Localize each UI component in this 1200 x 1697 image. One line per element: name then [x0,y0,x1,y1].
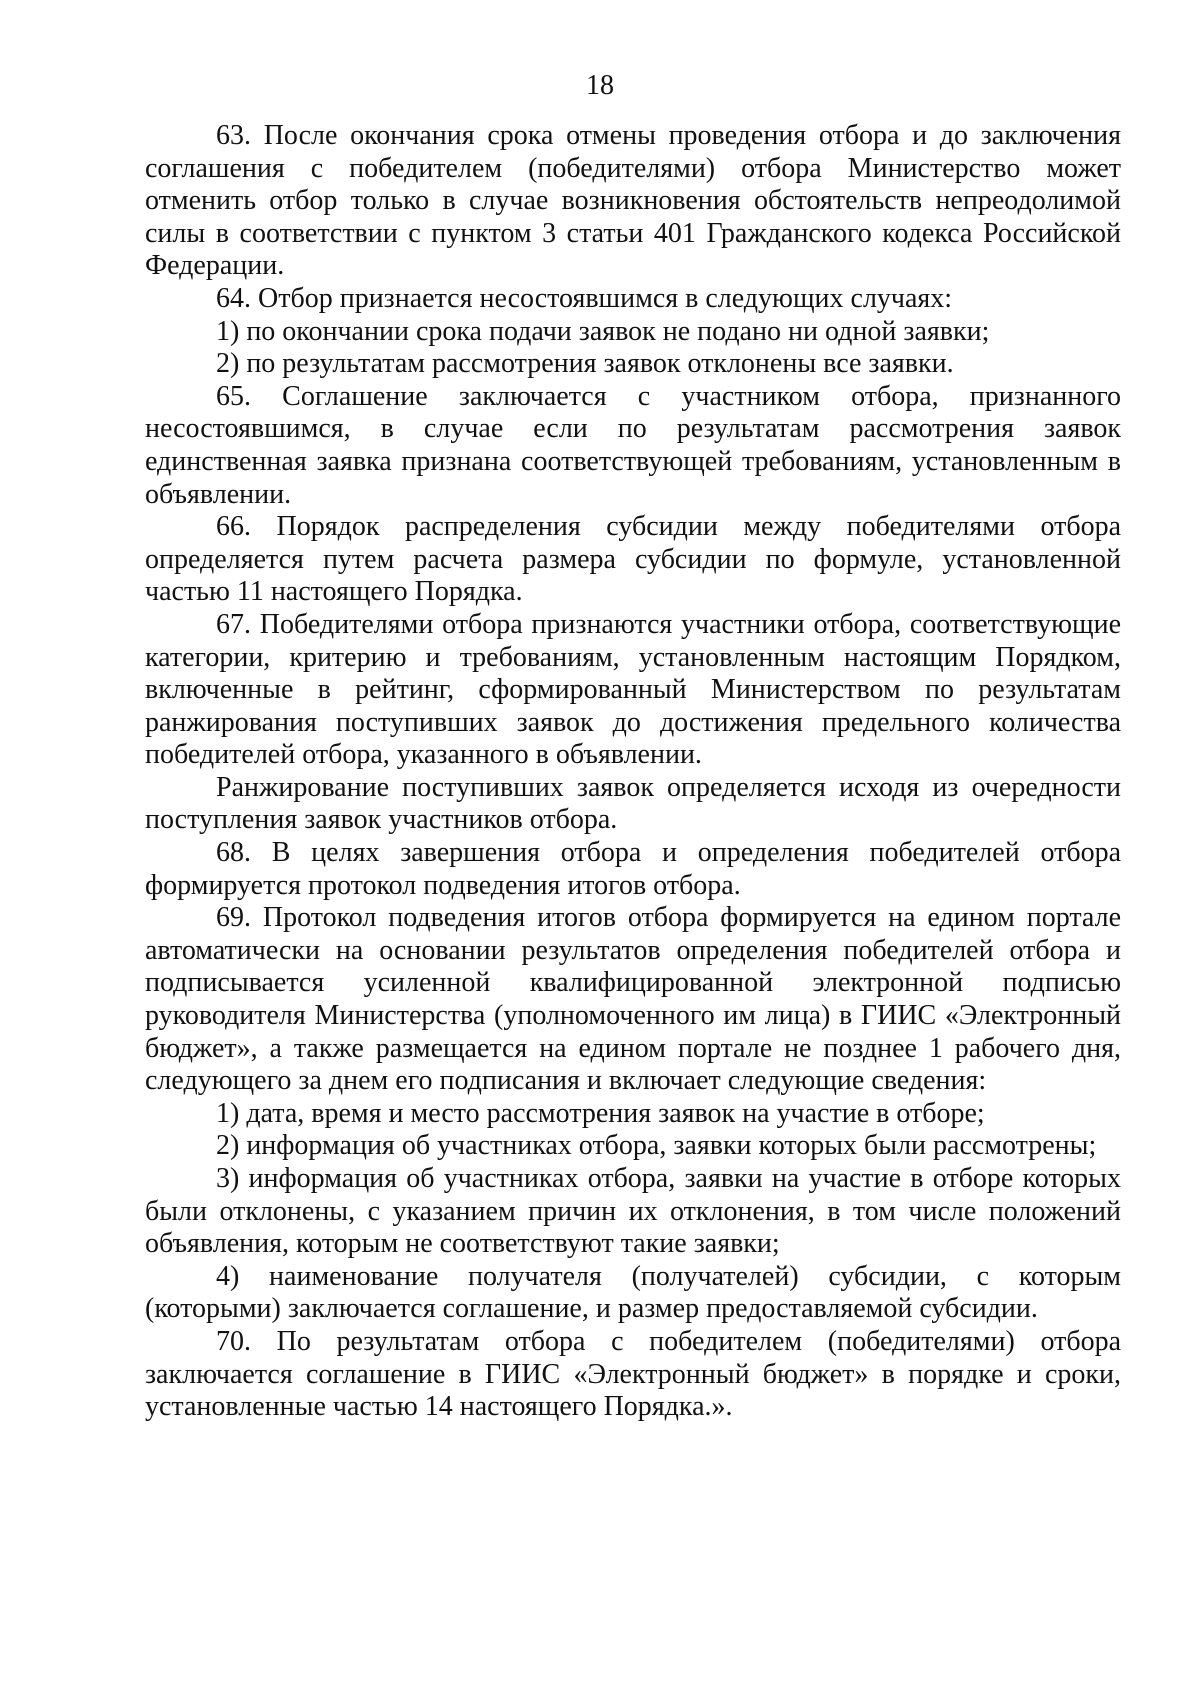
paragraph-70: 70. По результатам отбора с победителем (победителями) отбора заключается соглашение в ГИИС «Электронный бюджет» в порядке и сроки, установленные частью 14 настоящего Порядка.». [145,1325,1121,1423]
paragraph-66: 66. Порядок распределения субсидии между победителями отбора определяется путем расчета размера субсидии по формуле, установленной частью 11 настоящего Порядка. [145,511,1121,608]
document-body [145,120,1121,1424]
paragraph-69-item-4: 4) наименование получателя (получателей) субсидии, с которым (которыми) заключается соглашение, и размер предоставляемой субсидии. [145,1260,1121,1325]
paragraph-64-item-1: 1) по окончании срока подачи заявок не подано ни одной заявки; [216,315,990,347]
paragraph-69: 69. Протокол подведения итогов отбора формируется на едином портале автоматически на основании результатов определения победителей отбора и подписывается усиленной квалифицированной электронной подписью руководителя Министерства (уполномоченного им лица) в ГИИС «Электронный бюджет», а также размещается на едином портале не позднее 1 рабочего дня, следующего за днем его подписания и включает следующие сведения: [145,902,1121,1097]
paragraph-65: 65. Соглашение заключается с участником отбора, признанного несостоявшимся, в случае если по результатам рассмотрения заявок единственная заявка признана соответствующей требованиям, установленным в объявлении. [145,380,1121,510]
paragraph-64: 64. Отбор признается несостоявшимся в следующих случаях: [216,282,953,314]
paragraph-64-item-2: 2) по результатам рассмотрения заявок отклонены все заявки. [216,348,954,380]
paragraph-67: 67. Победителями отбора признаются участники отбора, соответствующие категории, критерию и требованиям, установленным настоящим Порядком, включенные в рейтинг, сформированный Министерством по результатам ранжирования поступивших заявок до достижения предельного количества победителей отбора, указанного в объявлении. [145,608,1121,771]
paragraph-68: 68. В целях завершения отбора и определения победителей отбора формируется протокол подведения итогов отбора. [145,837,1121,901]
page-number: 18 [586,70,614,101]
paragraph-69-item-2: 2) информация об участниках отбора, заявки которых были рассмотрены; [216,1130,1097,1162]
paragraph-69-item-1: 1) дата, время и место рассмотрения заявок на участие в отборе; [216,1097,985,1129]
paragraph-63: 63. После окончания срока отмены проведения отбора и до заключения соглашения с победителем (победителями) отбора Министерство может отменить отбор только в случае возникновения обстоятельств непреодолимой силы в соответствии с пунктом 3 статьи 401 Гражданского кодекса Российской Федерации. [145,120,1121,282]
paragraph-67-ranking: Ранжирование поступивших заявок определяется исходя из очередности поступления заявок участников отбора. [145,771,1121,836]
paragraph-69-item-3: 3) информация об участниках отбора, заявки на участие в отборе которых были отклонены, с указанием причин их отклонения, в том числе положений объявления, которым не соответствуют такие заявки; [145,1163,1121,1260]
